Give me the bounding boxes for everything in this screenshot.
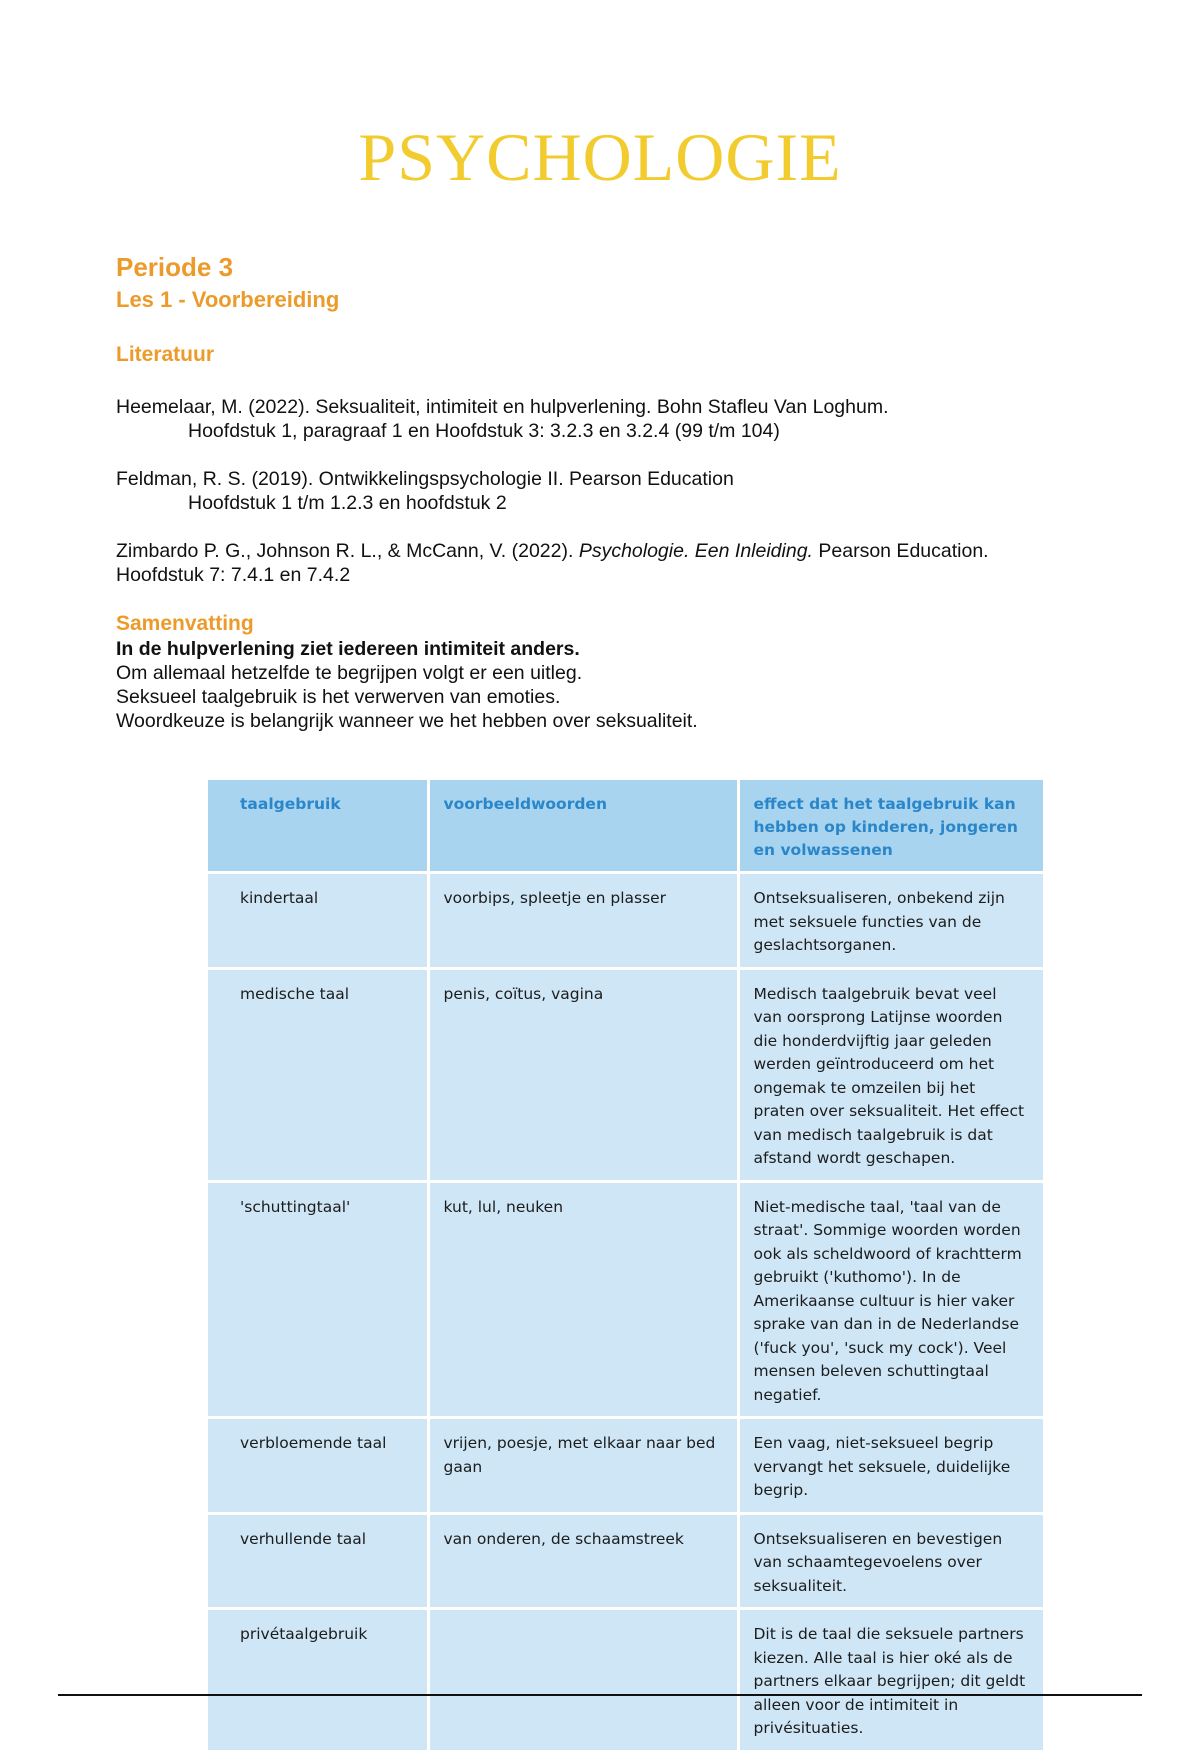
- cell-taalgebruik: verbloemende taal: [208, 1418, 428, 1514]
- cell-voorbeeldwoorden: van onderen, de schaamstreek: [428, 1513, 738, 1609]
- summary-section: [116, 611, 1076, 733]
- cell-effect: Medisch taalgebruik bevat veel van oorsprong Latijnse woorden die honderdvijftig jaar geleden werden geïntroduceerd om het ongemak te omzeilen bij het praten over seksualiteit. Het effect van medisch taalgebruik is dat afstand wordt geschapen.: [738, 968, 1043, 1181]
- les-heading: Les 1 - Voorbereiding: [116, 287, 340, 312]
- periode-heading: Periode 3: [116, 252, 234, 282]
- table-row: [208, 873, 1043, 969]
- reference-item: [116, 467, 1076, 515]
- reference-main: Zimbardo P. G., Johnson R. L., & McCann, V. (2022).: [116, 540, 579, 562]
- table-header-row: [208, 780, 1043, 873]
- table-row: [208, 1418, 1043, 1514]
- column-header-voorbeeldwoorden: voorbeeldwoorden: [428, 780, 738, 873]
- language-table: [208, 780, 1043, 1753]
- table-row: [208, 968, 1043, 1181]
- cell-taalgebruik: verhullende taal: [208, 1513, 428, 1609]
- document-body: [116, 252, 1076, 733]
- table-row: [208, 1609, 1043, 1752]
- reference-book-title: Psychologie. Een Inleiding.: [578, 540, 813, 562]
- table-row: [208, 1513, 1043, 1609]
- summary-line: Woordkeuze is belangrijk wanneer we het hebben over seksualiteit.: [116, 710, 698, 732]
- samenvatting-heading: Samenvatting: [116, 612, 254, 635]
- cell-voorbeeldwoorden: vrijen, poesje, met elkaar naar bed gaan: [428, 1418, 738, 1514]
- cell-taalgebruik: privétaalgebruik: [208, 1609, 428, 1752]
- page-title: PSYCHOLOGIE: [358, 119, 842, 195]
- page-bottom-rule: [58, 1694, 1142, 1696]
- reference-item: [116, 395, 1076, 443]
- summary-line: Om allemaal hetzelfde te begrijpen volgt er een uitleg.: [116, 662, 583, 684]
- cell-voorbeeldwoorden: voorbips, spleetje en plasser: [428, 873, 738, 969]
- reference-sub: Hoofdstuk 1, paragraaf 1 en Hoofdstuk 3: 3.2.3 en 3.2.4 (99 t/m 104): [188, 420, 780, 442]
- cell-voorbeeldwoorden: kut, lul, neuken: [428, 1181, 738, 1418]
- table-row: [208, 1181, 1043, 1418]
- reference-sub: Hoofdstuk 1 t/m 1.2.3 en hoofdstuk 2: [188, 492, 507, 514]
- cell-effect: Dit is de taal die seksuele partners kiezen. Alle taal is hier oké als de partners elkaar begrijpen; dit geldt alleen voor de intimiteit in privésituaties.: [738, 1609, 1043, 1752]
- reference-list: [116, 395, 1076, 587]
- summary-line: Seksueel taalgebruik is het verwerven van emoties.: [116, 686, 561, 708]
- reference-main-tail: Pearson Education. Hoofdstuk 7: 7.4.1 en 7.4.2: [116, 540, 989, 586]
- column-header-effect: effect dat het taalgebruik kan hebben op kinderen, jongeren en volwassenen: [738, 780, 1043, 873]
- column-header-taalgebruik: taalgebruik: [208, 780, 428, 873]
- cell-voorbeeldwoorden: [428, 1609, 738, 1752]
- reference-main: Heemelaar, M. (2022). Seksualiteit, intimiteit en hulpverlening. Bohn Stafleu Van Loghum.: [116, 396, 889, 418]
- cell-effect: Ontseksualiseren en bevestigen van schaamtegevoelens over seksualiteit.: [738, 1513, 1043, 1609]
- cell-voorbeeldwoorden: penis, coïtus, vagina: [428, 968, 738, 1181]
- cell-effect: Ontseksualiseren, onbekend zijn met seksuele functies van de geslachtsorganen.: [738, 873, 1043, 969]
- cell-effect: Een vaag, niet-seksueel begrip vervangt het seksuele, duidelijke begrip.: [738, 1418, 1043, 1514]
- reference-item: [116, 539, 1076, 587]
- literatuur-heading: Literatuur: [116, 343, 215, 366]
- reference-main: Feldman, R. S. (2019). Ontwikkelingspsychologie II. Pearson Education: [116, 468, 734, 490]
- cell-effect: Niet-medische taal, 'taal van de straat'. Sommige woorden worden ook als scheldwoord of krachtterm gebruikt ('kuthomo'). In de Amerikaanse cultuur is hier vaker sprake van dan in de Nederlandse ('fuck you', 'suck my cock'). Veel mensen beleven schuttingtaal negatief.: [738, 1181, 1043, 1418]
- cell-taalgebruik: kindertaal: [208, 873, 428, 969]
- cell-taalgebruik: 'schuttingtaal': [208, 1181, 428, 1418]
- summary-lead: In de hulpverlening ziet iedereen intimiteit anders.: [116, 638, 580, 660]
- cell-taalgebruik: medische taal: [208, 968, 428, 1181]
